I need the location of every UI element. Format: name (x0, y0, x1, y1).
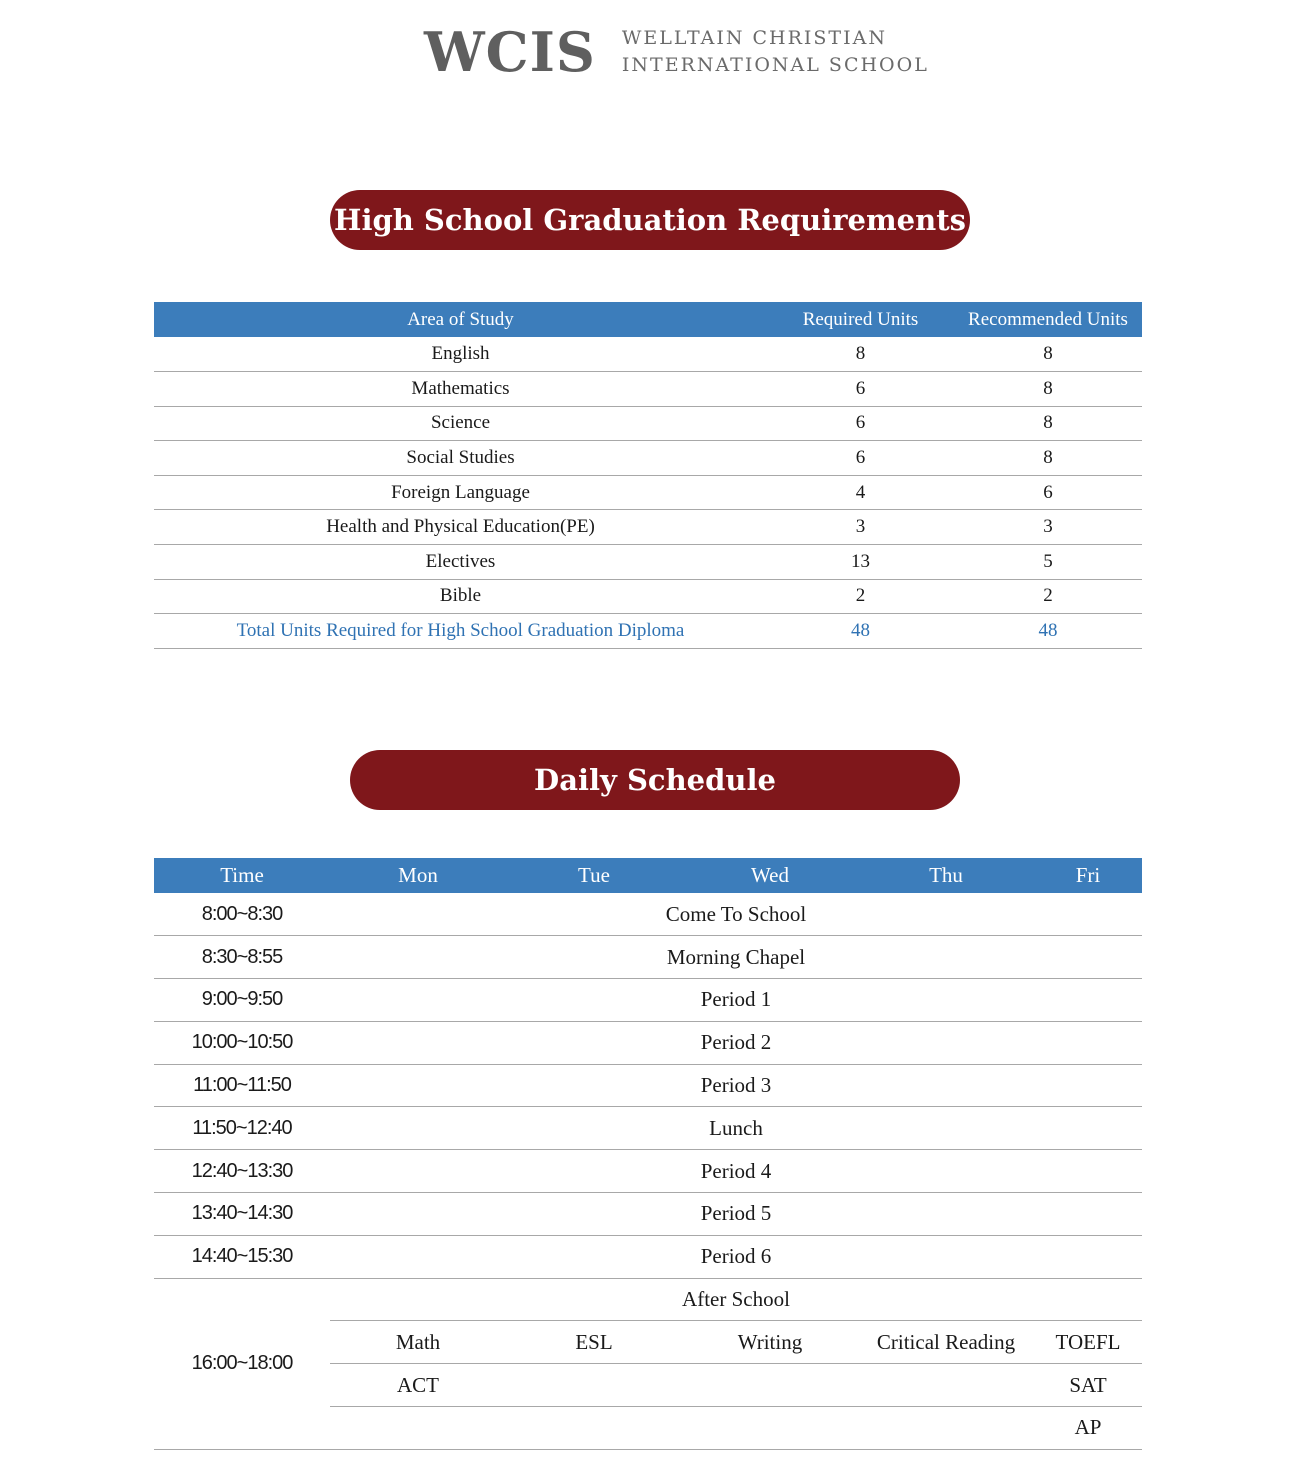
schedule-row (154, 1150, 1142, 1193)
recommended-cell: 8 (954, 372, 1142, 407)
after-school-tue: ESL (506, 1321, 682, 1364)
column-header-wed: Wed (682, 858, 858, 893)
table-row (154, 372, 1142, 407)
required-cell: 6 (767, 406, 954, 441)
required-cell: 13 (767, 545, 954, 580)
after-school-mon: ACT (330, 1364, 506, 1407)
time-cell: 13:40~14:30 (154, 1193, 330, 1236)
area-cell: Social Studies (154, 441, 767, 476)
activity-cell: Lunch (330, 1107, 1142, 1150)
activity-cell: Morning Chapel (330, 936, 1142, 979)
total-required: 48 (767, 614, 954, 649)
time-cell: 14:40~15:30 (154, 1235, 330, 1278)
schedule-row (154, 893, 1142, 936)
recommended-cell: 3 (954, 510, 1142, 545)
area-cell: English (154, 337, 767, 372)
after-school-row (154, 1278, 1142, 1321)
total-row (154, 614, 1142, 649)
time-cell: 8:30~8:55 (154, 936, 330, 979)
after-school-mon (330, 1407, 506, 1450)
school-name-line1: WELLTAIN CHRISTIAN (621, 27, 887, 49)
column-header-fri: Fri (1034, 858, 1142, 893)
daily-schedule-title: Daily Schedule (350, 750, 960, 810)
area-cell: Bible (154, 579, 767, 614)
schedule-row (154, 1193, 1142, 1236)
after-school-mon: Math (330, 1321, 506, 1364)
recommended-cell: 6 (954, 475, 1142, 510)
table-row (154, 579, 1142, 614)
activity-cell: Come To School (330, 893, 1142, 936)
logo-mark: WCIS (424, 20, 596, 84)
recommended-cell: 8 (954, 406, 1142, 441)
after-school-fri: SAT (1034, 1364, 1142, 1407)
activity-cell: Period 5 (330, 1193, 1142, 1236)
after-school-wed (682, 1407, 858, 1450)
table-row (154, 337, 1142, 372)
required-cell: 6 (767, 372, 954, 407)
time-cell: 10:00~10:50 (154, 1021, 330, 1064)
activity-cell: Period 3 (330, 1064, 1142, 1107)
activity-cell: Period 2 (330, 1021, 1142, 1064)
required-cell: 8 (767, 337, 954, 372)
area-cell: Mathematics (154, 372, 767, 407)
after-school-thu (858, 1364, 1034, 1407)
column-header-time: Time (154, 858, 330, 893)
school-name-line2: INTERNATIONAL SCHOOL (621, 54, 929, 76)
after-school-fri: AP (1034, 1407, 1142, 1450)
required-cell: 2 (767, 579, 954, 614)
after-school-tue (506, 1364, 682, 1407)
schedule-row (154, 1235, 1142, 1278)
column-header-recommended: Recommended Units (954, 302, 1142, 337)
activity-cell: Period 1 (330, 979, 1142, 1022)
activity-cell: Period 4 (330, 1150, 1142, 1193)
required-cell: 3 (767, 510, 954, 545)
schedule-row (154, 936, 1142, 979)
time-cell: 11:00~11:50 (154, 1064, 330, 1107)
recommended-cell: 8 (954, 337, 1142, 372)
schedule-header-row (154, 858, 1142, 893)
time-cell: 11:50~12:40 (154, 1107, 330, 1150)
recommended-cell: 5 (954, 545, 1142, 580)
table-row (154, 510, 1142, 545)
column-header-thu: Thu (858, 858, 1034, 893)
area-cell: Foreign Language (154, 475, 767, 510)
schedule-row (154, 1107, 1142, 1150)
table-header-row (154, 302, 1142, 337)
graduation-requirements-table (154, 302, 1142, 649)
table-row (154, 406, 1142, 441)
area-cell: Science (154, 406, 767, 441)
column-header-area: Area of Study (154, 302, 767, 337)
column-header-tue: Tue (506, 858, 682, 893)
column-header-mon: Mon (330, 858, 506, 893)
required-cell: 6 (767, 441, 954, 476)
after-school-thu (858, 1407, 1034, 1450)
schedule-row (154, 1021, 1142, 1064)
table-row (154, 441, 1142, 476)
total-label: Total Units Required for High School Graduation Diploma (154, 614, 767, 649)
school-name (622, 25, 929, 79)
school-logo (424, 22, 929, 82)
after-school-wed: Writing (682, 1321, 858, 1364)
after-school-label: After School (330, 1278, 1142, 1321)
after-school-time: 16:00~18:00 (154, 1278, 330, 1449)
after-school-thu: Critical Reading (858, 1321, 1034, 1364)
recommended-cell: 2 (954, 579, 1142, 614)
recommended-cell: 8 (954, 441, 1142, 476)
total-recommended: 48 (954, 614, 1142, 649)
time-cell: 8:00~8:30 (154, 893, 330, 936)
schedule-row (154, 979, 1142, 1022)
daily-schedule-table (154, 858, 1142, 1450)
column-header-required: Required Units (767, 302, 954, 337)
after-school-fri: TOEFL (1034, 1321, 1142, 1364)
after-school-wed (682, 1364, 858, 1407)
activity-cell: Period 6 (330, 1235, 1142, 1278)
after-school-tue (506, 1407, 682, 1450)
schedule-row (154, 1064, 1142, 1107)
table-row (154, 545, 1142, 580)
time-cell: 12:40~13:30 (154, 1150, 330, 1193)
graduation-requirements-title: High School Graduation Requirements (330, 190, 970, 250)
required-cell: 4 (767, 475, 954, 510)
table-row (154, 475, 1142, 510)
time-cell: 9:00~9:50 (154, 979, 330, 1022)
area-cell: Health and Physical Education(PE) (154, 510, 767, 545)
area-cell: Electives (154, 545, 767, 580)
